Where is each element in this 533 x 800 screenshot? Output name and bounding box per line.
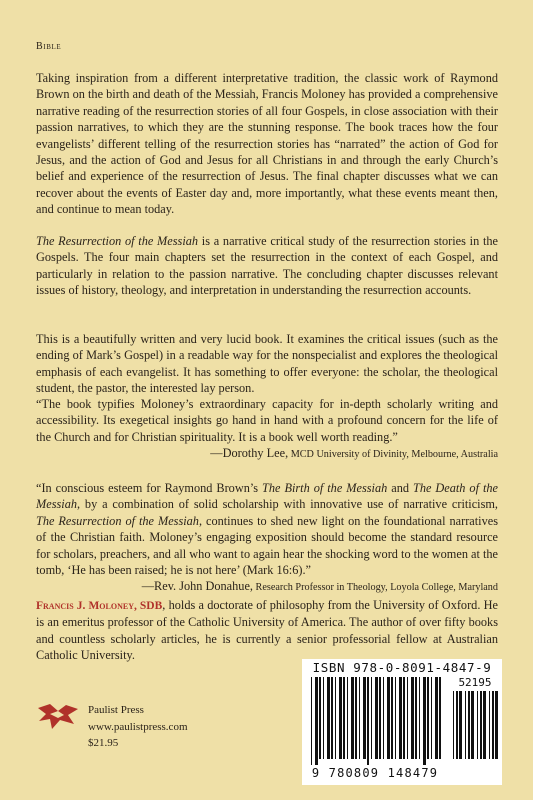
barcode-bar (403, 677, 405, 759)
isbn-barcode (302, 659, 502, 785)
barcode-ean-digits: 9 780809 148479 (311, 766, 439, 780)
publisher-info (88, 702, 188, 752)
barcode-addon-digits: 52195 (458, 676, 492, 689)
barcode-bar (411, 677, 414, 759)
barcode-bar (399, 677, 402, 759)
publisher-block (36, 684, 236, 769)
barcode-bar (335, 677, 336, 759)
barcode-bar (459, 691, 462, 759)
barcode-bars-addon (452, 691, 498, 765)
quote-2-italic-c: The Resurrection of the Messiah (36, 513, 199, 528)
barcode-bar (477, 691, 478, 759)
barcode-bar (489, 691, 490, 759)
quote-2-text-d: , continues to shed new light on the foundational narratives of the Christian faith. Moloney’s engaging exposition should become the standard resource for scholars, preachers, and all who want to again hear the shocking word to the women at the tomb, ‘He has been raised; he is not here’ (Mark 16:6).” (36, 513, 499, 578)
barcode-bar (492, 691, 494, 759)
barcode-bar (331, 677, 333, 759)
quote-2-text-c: , by a combination of solid scholarship with innovative use of narrative criticism, (77, 497, 498, 512)
barcode-bar (323, 677, 324, 759)
barcode-bar (465, 691, 466, 759)
barcode-bar (343, 677, 345, 759)
barcode-bar (456, 691, 458, 759)
book-title-italic: The Resurrection of the Messiah (36, 234, 199, 248)
quote-1-attribution (36, 445, 498, 463)
author-bio (36, 597, 498, 664)
publisher-name: Paulist Press (88, 704, 144, 716)
price: $21.95 (88, 737, 119, 749)
quote-2-affiliation: Research Professor in Theology, Loyola College, Maryland (252, 582, 498, 594)
barcode-bar (391, 677, 393, 759)
quote-2-italic-a: The Birth of the Messiah (262, 481, 388, 495)
quote-1-text: “The book typifies Moloney’s extraordinary capacity for in-depth scholarly writing and accessibility. Its exegetical insights go hand in hand with a profound concern for the life of the Church and for Christian spirituality. It is a book well worth reading.” (36, 397, 498, 444)
barcode-bar (351, 677, 354, 759)
barcode-bar (395, 677, 396, 759)
barcode-bar (359, 677, 360, 759)
barcode-bar (435, 677, 438, 759)
barcode-bar (468, 691, 470, 759)
barcode-bar (383, 677, 384, 759)
barcode-bar (311, 677, 312, 765)
quote-2-text-a: “In conscious esteem for Raymond Brown’s (36, 481, 263, 495)
barcode-bar (379, 677, 381, 759)
author-name: Francis J. Moloney, SDB (36, 600, 163, 612)
author-bio-text: , holds a doctorate of philosophy from the University of Oxford. He is an emeritus professor of the Catholic University of America. The author of over fifty books and countless scholarly articles, he is currently a senior professorial fellow at Australian Catholic University. (36, 598, 498, 663)
publisher-url: www.paulistpress.com (88, 720, 188, 733)
barcode-bar (327, 677, 330, 759)
barcode-bar (363, 677, 366, 759)
barcode-bar (427, 677, 429, 759)
endorsement-quote-1 (36, 396, 498, 464)
description-paragraph-3: This is a beautifully written and very lucid book. It examines the critical issues (such as the ending of Mark’s Gospel) in a readable way for the nonspecialist and explores the theological emphasis of each evangelist. It has something to offer everyone: the scholar, the theological student, the pastor, the interested lay person. (36, 332, 498, 396)
barcode-bar (419, 677, 420, 759)
barcode-bars-main (310, 677, 442, 765)
quote-2-italic-b: The Death of the Messiah (36, 481, 499, 512)
quote-1-affiliation: MCD University of Divinity, Melbourne, Australia (288, 449, 498, 461)
description-paragraph-2 (36, 233, 498, 299)
quote-2-attribution (36, 578, 498, 596)
paragraph-2-text: is a narrative critical study of the resurrection stories in the Gospels. The four main chapters set the resurrection in the context of each Gospel, and particularly in relation to the passion narrative. The concluding chapter discusses relevant issues of history, theology, and interpretation in understanding the resurrection accounts. (36, 234, 498, 298)
barcode-bar (415, 677, 417, 759)
barcode-bar (439, 677, 441, 759)
barcode-bar (355, 677, 357, 759)
barcode-bar (407, 677, 408, 759)
barcode-bar (367, 677, 369, 765)
barcode-bar (339, 677, 342, 759)
barcode-bar (347, 677, 348, 759)
barcode-bar (453, 691, 454, 759)
description-paragraph-1: Taking inspiration from a different interpretative tradition, the classic work of Raymond Brown on the birth and death of the Messiah, Francis Moloney has provided a comprehensive narrative reading of the resurrection stories of all four Gospels, in close association with their passion narratives, to which they are the stunning response. The book traces how the four evangelists’ different telling of the resurrection stories has “narrated” the action of God for Jesus, and the action of God and Jesus for all Christians in and through the early Church’s belief and experience of the resurrection of Jesus. The final chapter discusses what we can recover about the events of Easter day and, more importantly, what these events meant then, and continue to mean today. (36, 71, 498, 217)
barcode-bar (387, 677, 390, 759)
barcode-bar (319, 677, 321, 759)
barcode-bar (423, 677, 426, 765)
quote-2-author: —Rev. John Donahue, (141, 579, 253, 594)
barcode-bar (480, 691, 482, 759)
barcode-bar (315, 677, 318, 765)
paulist-press-logo-icon (36, 702, 80, 732)
endorsement-quote-2 (36, 480, 498, 597)
barcode-bar (483, 691, 486, 759)
barcode-bar (471, 691, 474, 759)
isbn-label: ISBN 978-0-8091-4847-9 (312, 660, 492, 675)
category-label: Bible (36, 41, 62, 52)
quote-1-author: —Dorothy Lee, (210, 446, 289, 461)
barcode-bar (495, 691, 498, 759)
barcode-bar (375, 677, 378, 759)
quote-2-text-b: and (387, 481, 413, 495)
barcode-bar (371, 677, 372, 759)
barcode-bar (431, 677, 432, 759)
